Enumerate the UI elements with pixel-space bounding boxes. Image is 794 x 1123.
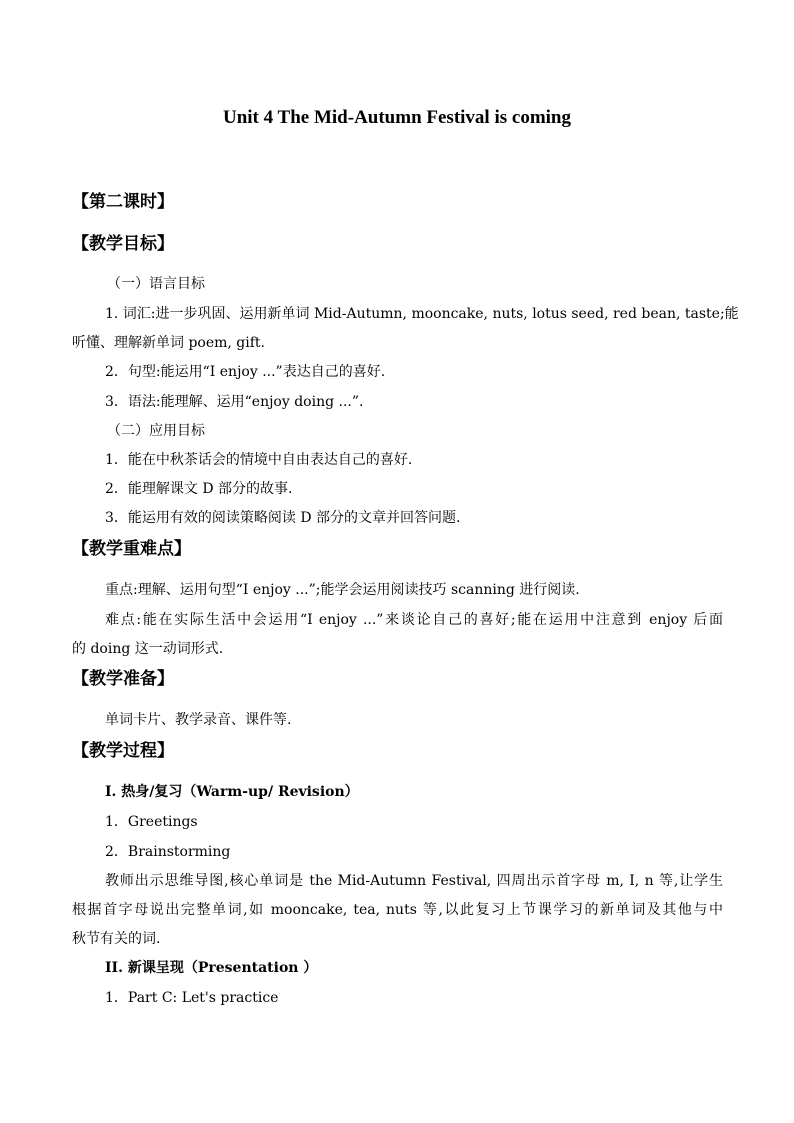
warmup-step-brainstorming: 2．Brainstorming [105,844,231,860]
section-process-heading: 【教学过程】 [72,741,174,761]
vocabulary-objective-line2: 听懂、理解新单词 poem, gift. [72,335,265,351]
sentence-objective: 2．句型:能运用“I enjoy ...”表达自己的喜好. [105,364,386,380]
presentation-step-part-c: 1．Part C: Let's practice [105,990,279,1006]
key-point-difficulty-line2: 的 doing 这一动词形式. [72,641,224,657]
application-objective-1: 1．能在中秋茶话会的情境中自由表达自己的喜好. [105,452,413,468]
vocabulary-objective-line1: 1. 词汇:进一步巩固、运用新单词 Mid-Autumn, mooncake, nuts, lotus seed, red bean, taste;能 [105,306,739,322]
key-point-difficulty-line1: 难点:能在实际生活中会运用“I enjoy ...”来谈论自己的喜好;能在运用中注意到 enjoy 后面 [105,612,723,628]
brainstorming-description-line1: 教师出示思维导图,核心单词是 the Mid-Autumn Festival, 四周出示首字母 m, I, n 等,让学生 [105,873,723,889]
presentation-heading: II. 新课呈现（Presentation ） [105,960,318,976]
brainstorming-description-line2: 根据首字母说出完整单词,如 mooncake, tea, nuts 等,以此复习上节课学习的新单词及其他与中 [72,902,723,918]
grammar-objective: 3．语法:能理解、运用“enjoy doing ...”. [105,394,364,410]
language-objectives-heading: （一）语言目标 [107,276,205,292]
application-objectives-heading: （二）应用目标 [107,423,205,439]
application-objective-2: 2．能理解课文 D 部分的故事. [105,481,293,497]
key-point-focus: 重点:理解、运用句型“I enjoy ...”;能学会运用阅读技巧 scanning 进行阅读. [105,582,580,598]
section-key-points-heading: 【教学重难点】 [72,539,191,559]
application-objective-3: 3．能运用有效的阅读策略阅读 D 部分的文章并回答问题. [105,510,461,526]
document-title: Unit 4 The Mid-Autumn Festival is coming [222,107,571,128]
warmup-step-greetings: 1．Greetings [105,814,198,830]
section-objectives-heading: 【教学目标】 [72,234,174,254]
section-preparation-heading: 【教学准备】 [72,669,174,689]
preparation-text: 单词卡片、教学录音、课件等. [105,712,292,728]
section-lesson-heading: 【第二课时】 [72,192,174,212]
warmup-heading: I. 热身/复习（Warm-up/ Revision） [105,784,359,800]
brainstorming-description-line3: 秋节有关的词. [72,931,161,947]
